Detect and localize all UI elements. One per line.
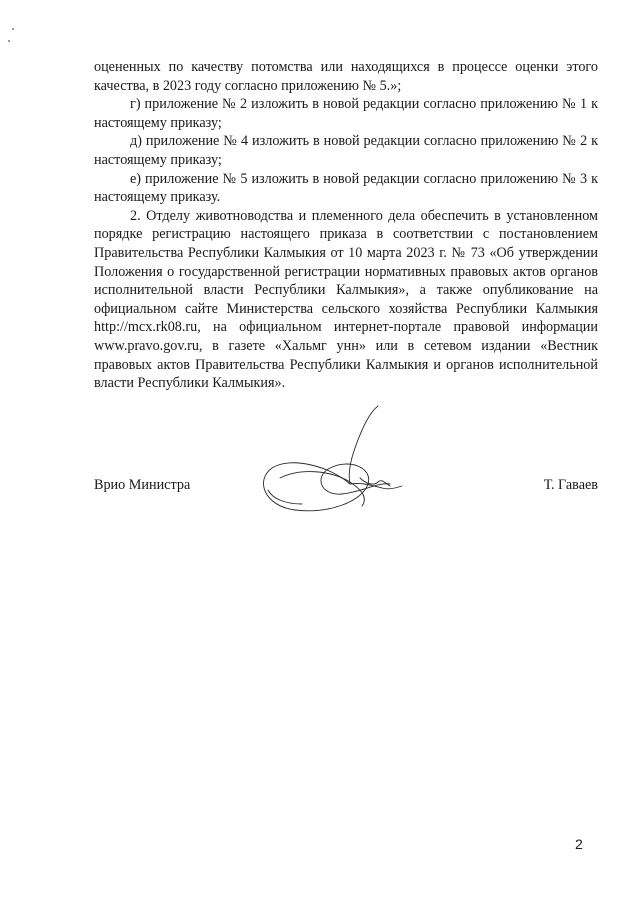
signatory-title: Врио Министра [94, 477, 191, 493]
paragraph: г) приложение № 2 изложить в новой редакции согласно приложению № 1 к настоящему приказу; [94, 96, 598, 131]
signature-block [94, 472, 598, 496]
handwritten-signature [250, 398, 420, 518]
signatory-name: Т. Гаваев [543, 477, 598, 493]
paragraph: 2. Отделу животноводства и племенного дела обеспечить в установленном порядке регистрацию настоящего приказа в соответствии с постановлением Правительства Республики Калмыкия от 10 марта 2023 г. № 73 «Об утверждении Положения о государственной регистрации нормативных правовых актов органов исполнительной власти Республики Калмыкия», а также опубликование на официальном сайте Министерства сельского хозяйства Республики Калмыкия http://mcx.rk08.ru, на официальном интернет-портале правовой информации www.pravo.gov.ru, в газете «Хальмг унн» или в сетевом издании «Вестник правовых актов Правительства Республики Калмыкия и органов исполнительной власти Республики Калмыкия». [94, 207, 598, 392]
page-number: 2 [575, 836, 583, 852]
scan-artifact [12, 28, 14, 30]
body-text [94, 58, 598, 393]
paragraph: е) приложение № 5 изложить в новой редакции согласно приложению № 3 к настоящему приказу. [94, 170, 598, 206]
paragraph: оцененных по качеству потомства или находящихся в процессе оценки этого качества, в 2023 году согласно приложению № 5.»; [94, 59, 598, 94]
paragraph: д) приложение № 4 изложить в новой редакции согласно приложению № 2 к настоящему приказу; [94, 133, 598, 168]
scan-artifact [8, 40, 10, 42]
